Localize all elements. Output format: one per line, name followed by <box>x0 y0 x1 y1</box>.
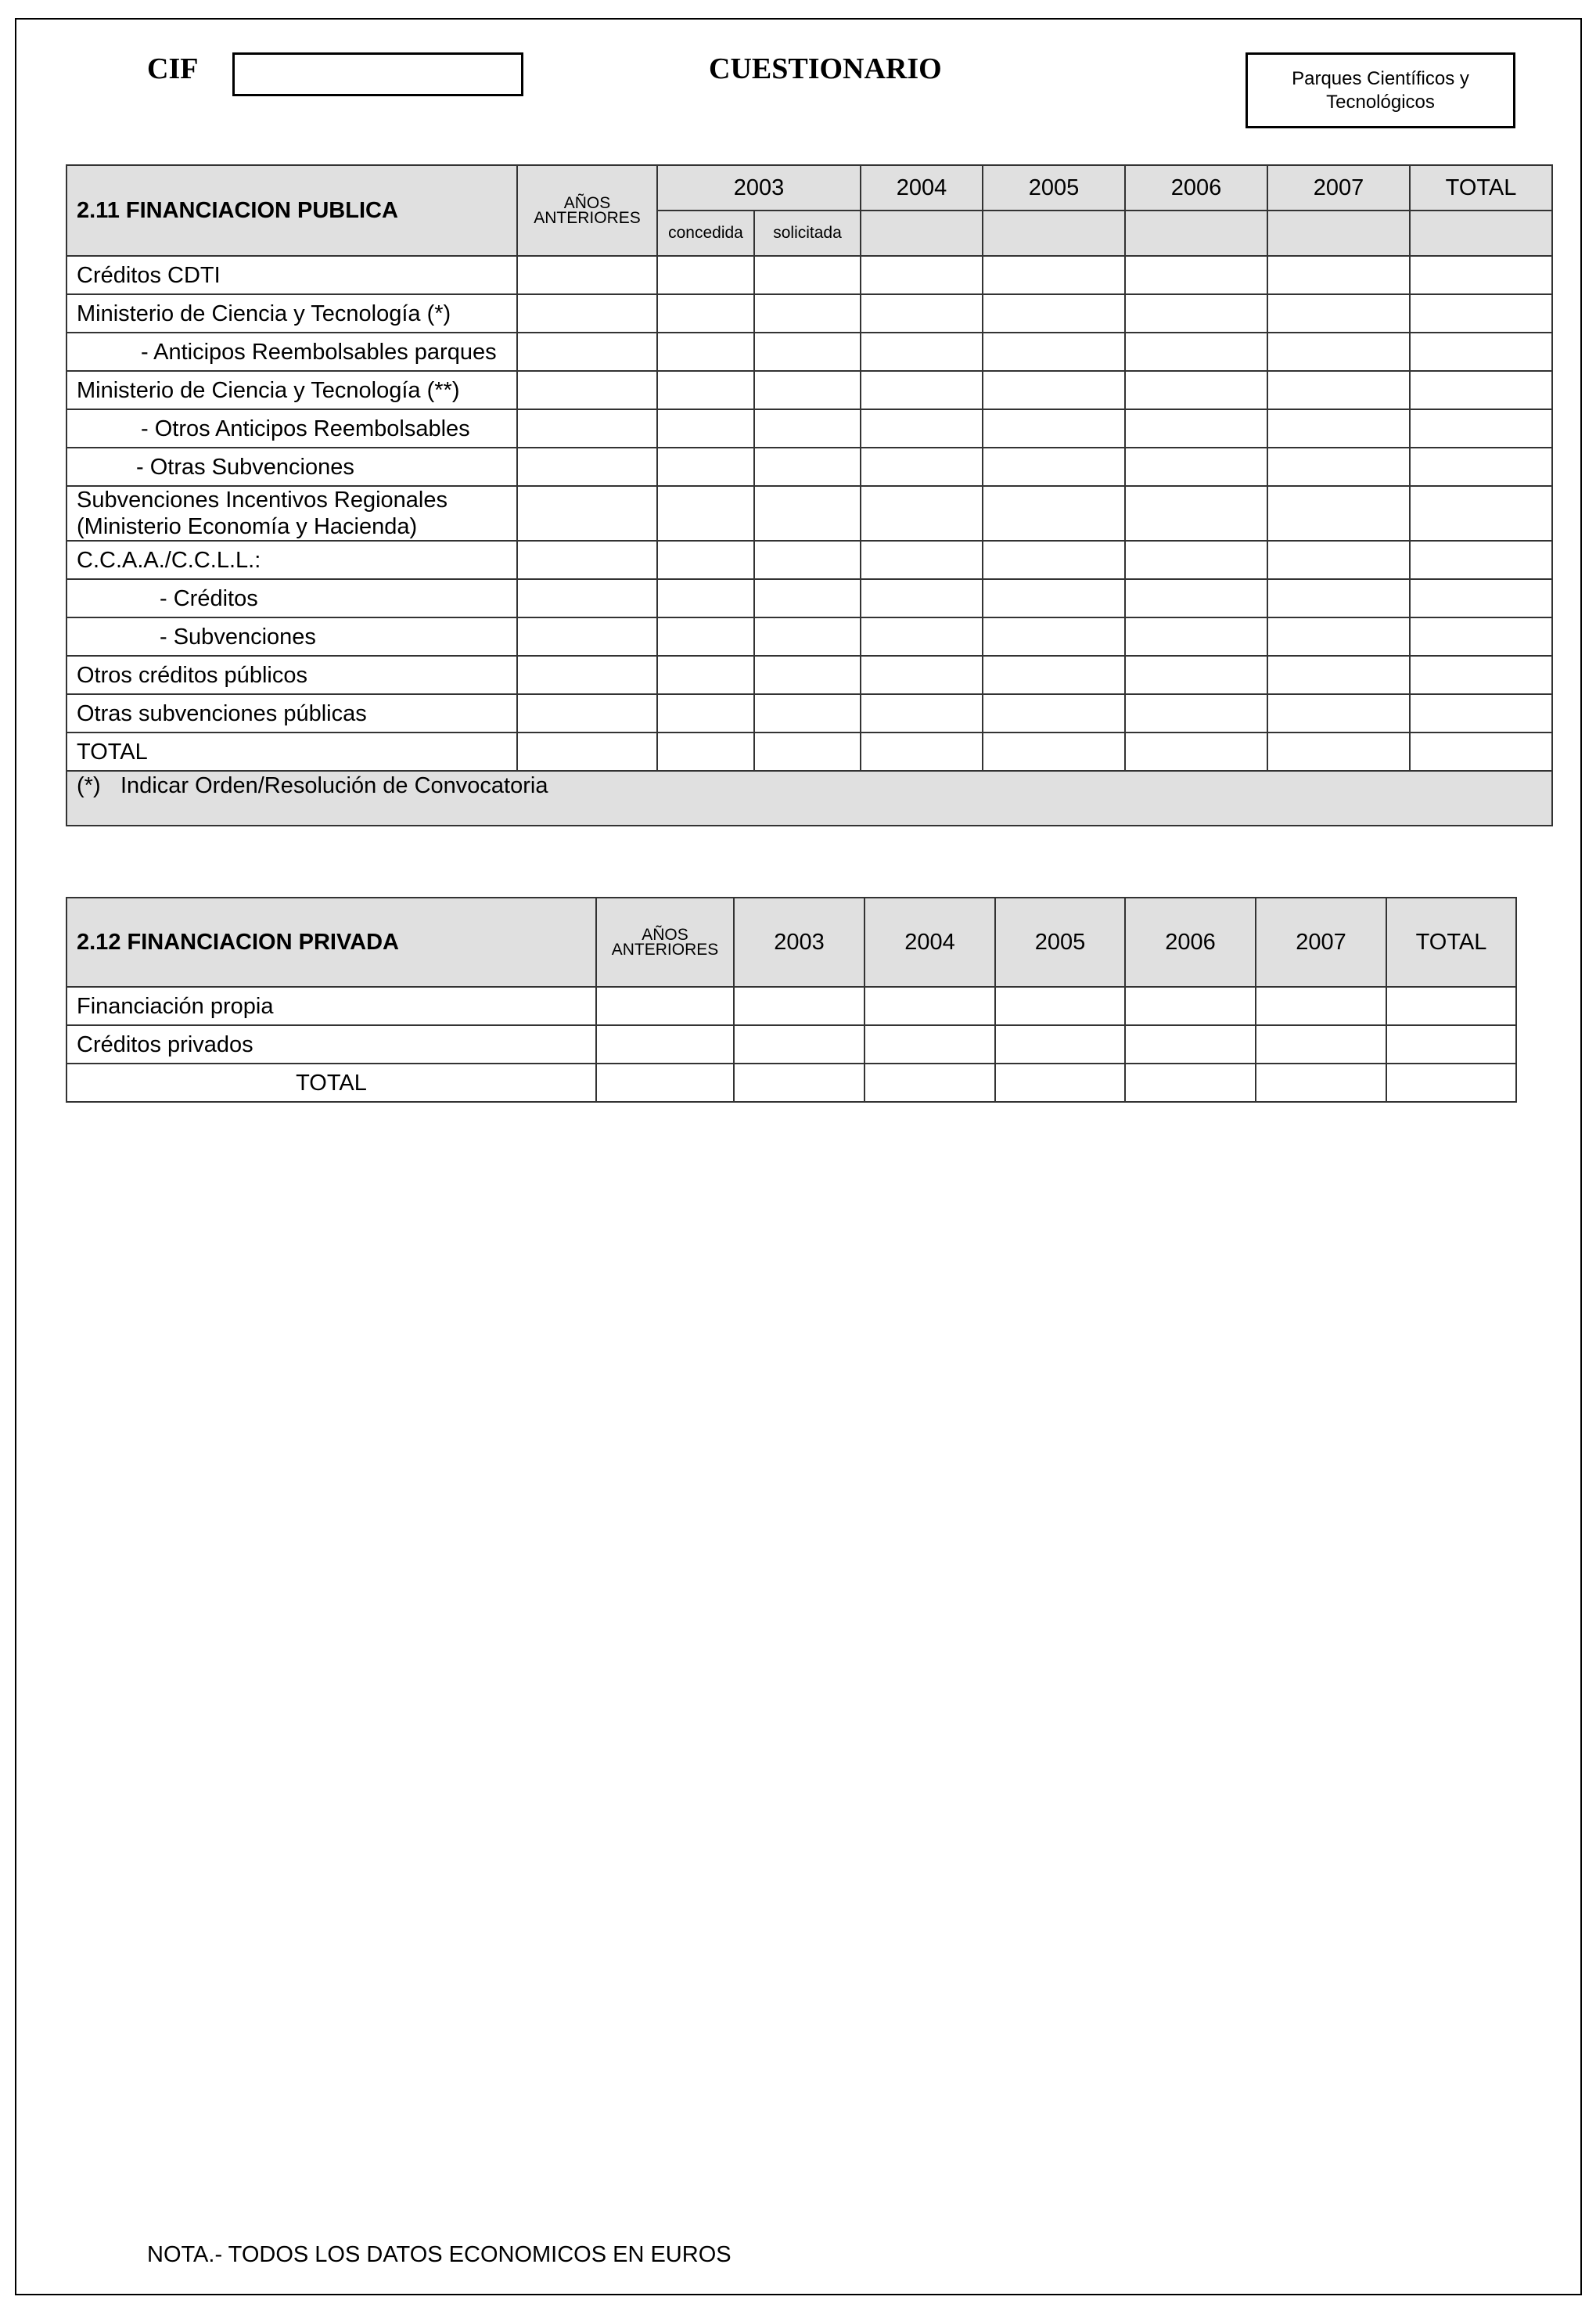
input-cell[interactable] <box>754 733 861 771</box>
input-cell[interactable] <box>657 256 754 294</box>
table-row <box>66 617 1552 656</box>
input-cell[interactable] <box>1125 1064 1256 1102</box>
input-cell[interactable] <box>983 617 1125 656</box>
input-cell[interactable] <box>1410 294 1552 333</box>
input-cell[interactable] <box>861 294 983 333</box>
input-cell[interactable] <box>657 486 754 541</box>
input-cell[interactable] <box>983 256 1125 294</box>
input-cell[interactable] <box>1410 256 1552 294</box>
year-header-2005: 2005 <box>983 165 1125 211</box>
row-label: Subvenciones Incentivos Regionales (Ministerio Economía y Hacienda) <box>66 486 517 541</box>
input-cell[interactable] <box>657 448 754 486</box>
input-cell[interactable] <box>517 656 657 694</box>
input-cell[interactable] <box>861 371 983 409</box>
header-cell <box>1125 211 1267 256</box>
input-cell[interactable] <box>1410 541 1552 579</box>
input-cell[interactable] <box>657 333 754 371</box>
input-cell[interactable] <box>983 579 1125 617</box>
input-cell[interactable] <box>983 656 1125 694</box>
input-cell[interactable] <box>657 733 754 771</box>
input-cell[interactable] <box>1410 617 1552 656</box>
input-cell[interactable] <box>1386 987 1516 1025</box>
public-financing-title: 2.11 FINANCIACION PUBLICA <box>66 165 517 256</box>
footnote-row <box>66 771 1552 826</box>
year-header-2007: 2007 <box>1267 165 1410 211</box>
input-cell[interactable] <box>1267 694 1410 733</box>
input-cell[interactable] <box>754 371 861 409</box>
year-header-2005: 2005 <box>995 898 1125 987</box>
input-cell[interactable] <box>1125 448 1267 486</box>
input-cell[interactable] <box>1125 733 1267 771</box>
input-cell[interactable] <box>1267 294 1410 333</box>
category-box <box>1246 52 1515 128</box>
year-header-2006: 2006 <box>1125 898 1256 987</box>
input-cell[interactable] <box>517 617 657 656</box>
input-cell[interactable] <box>517 733 657 771</box>
input-cell[interactable] <box>754 256 861 294</box>
table-row <box>66 1025 1516 1064</box>
input-cell[interactable] <box>995 987 1125 1025</box>
input-cell[interactable] <box>1125 656 1267 694</box>
header-cell <box>983 211 1125 256</box>
input-cell[interactable] <box>861 733 983 771</box>
row-label: C.C.A.A./C.C.L.L.: <box>66 541 517 579</box>
input-cell[interactable] <box>864 1025 995 1064</box>
input-cell[interactable] <box>1410 448 1552 486</box>
input-cell[interactable] <box>517 256 657 294</box>
input-cell[interactable] <box>754 541 861 579</box>
total-header: TOTAL <box>1386 898 1516 987</box>
input-cell[interactable] <box>983 371 1125 409</box>
table-row <box>66 256 1552 294</box>
input-cell[interactable] <box>861 409 983 448</box>
header-cell <box>861 211 983 256</box>
footnote-text: Indicar Orden/Resolución de Convocatoria <box>120 773 548 798</box>
input-cell[interactable] <box>754 486 861 541</box>
input-cell[interactable] <box>657 617 754 656</box>
input-cell[interactable] <box>1125 541 1267 579</box>
input-cell[interactable] <box>1125 409 1267 448</box>
row-label: Otras subvenciones públicas <box>66 694 517 733</box>
input-cell[interactable] <box>861 579 983 617</box>
table-row <box>66 733 1552 771</box>
input-cell[interactable] <box>1267 579 1410 617</box>
input-cell[interactable] <box>861 448 983 486</box>
input-cell[interactable] <box>1267 371 1410 409</box>
input-cell[interactable] <box>1410 409 1552 448</box>
input-cell[interactable] <box>1267 541 1410 579</box>
prior-years-header: AÑOS ANTERIORES <box>517 165 657 256</box>
total-header: TOTAL <box>1410 165 1552 211</box>
input-cell[interactable] <box>657 694 754 733</box>
input-cell[interactable] <box>861 617 983 656</box>
row-label: - Anticipos Reembolsables parques <box>66 333 517 371</box>
input-cell[interactable] <box>754 448 861 486</box>
row-label: Créditos CDTI <box>66 256 517 294</box>
input-cell[interactable] <box>861 486 983 541</box>
row-label: TOTAL <box>66 1064 596 1102</box>
input-cell[interactable] <box>983 541 1125 579</box>
row-label: Ministerio de Ciencia y Tecnología (**) <box>66 371 517 409</box>
header-cell <box>1267 211 1410 256</box>
input-cell[interactable] <box>657 409 754 448</box>
input-cell[interactable] <box>861 656 983 694</box>
input-cell[interactable] <box>1386 1064 1516 1102</box>
input-cell[interactable] <box>1410 733 1552 771</box>
footnote-mark: (*) <box>77 773 101 798</box>
input-cell[interactable] <box>517 371 657 409</box>
input-cell[interactable] <box>657 579 754 617</box>
input-cell[interactable] <box>517 541 657 579</box>
input-cell[interactable] <box>657 294 754 333</box>
input-cell[interactable] <box>754 294 861 333</box>
input-cell[interactable] <box>861 333 983 371</box>
input-cell[interactable] <box>734 987 864 1025</box>
input-cell[interactable] <box>1125 617 1267 656</box>
input-cell[interactable] <box>861 256 983 294</box>
table-row <box>66 294 1552 333</box>
input-cell[interactable] <box>517 409 657 448</box>
table-row <box>66 579 1552 617</box>
input-cell[interactable] <box>754 656 861 694</box>
prior-years-header: AÑOS ANTERIORES <box>596 898 734 987</box>
input-cell[interactable] <box>517 294 657 333</box>
input-cell[interactable] <box>517 448 657 486</box>
footnote-cell <box>66 771 1552 826</box>
input-cell[interactable] <box>864 1064 995 1102</box>
input-cell[interactable] <box>1410 579 1552 617</box>
row-label: - Otras Subvenciones <box>66 448 517 486</box>
document-title: CUESTIONARIO <box>709 52 942 85</box>
input-cell[interactable] <box>754 579 861 617</box>
input-cell[interactable] <box>596 1025 734 1064</box>
input-cell[interactable] <box>1410 694 1552 733</box>
year-header-2003: 2003 <box>657 165 861 211</box>
public-financing-table <box>66 164 1553 826</box>
input-cell[interactable] <box>517 333 657 371</box>
year-header-2004: 2004 <box>861 165 983 211</box>
input-cell[interactable] <box>1267 409 1410 448</box>
category-label: Parques Científicos y Tecnológicos <box>1292 67 1469 113</box>
input-cell[interactable] <box>754 333 861 371</box>
input-cell[interactable] <box>657 371 754 409</box>
table-row <box>66 486 1552 541</box>
table-row <box>66 371 1552 409</box>
input-cell[interactable] <box>1267 617 1410 656</box>
input-cell[interactable] <box>517 579 657 617</box>
table-row <box>66 987 1516 1025</box>
input-cell[interactable] <box>754 694 861 733</box>
input-cell[interactable] <box>1410 486 1552 541</box>
input-cell[interactable] <box>1125 294 1267 333</box>
input-cell[interactable] <box>1125 579 1267 617</box>
input-cell[interactable] <box>1267 733 1410 771</box>
table-row <box>66 1064 1516 1102</box>
input-cell[interactable] <box>983 694 1125 733</box>
input-cell[interactable] <box>734 1064 864 1102</box>
input-cell[interactable] <box>861 541 983 579</box>
input-cell[interactable] <box>983 409 1125 448</box>
input-cell[interactable] <box>596 1064 734 1102</box>
row-label: Financiación propia <box>66 987 596 1025</box>
input-cell[interactable] <box>754 617 861 656</box>
input-cell[interactable] <box>1267 256 1410 294</box>
year-header-2003: 2003 <box>734 898 864 987</box>
input-cell[interactable] <box>1125 1025 1256 1064</box>
input-cell[interactable] <box>754 409 861 448</box>
input-cell[interactable] <box>657 656 754 694</box>
granted-header: concedida <box>657 211 754 256</box>
input-cell[interactable] <box>517 694 657 733</box>
row-label: - Otros Anticipos Reembolsables <box>66 409 517 448</box>
input-cell[interactable] <box>1410 371 1552 409</box>
table-row <box>66 409 1552 448</box>
input-cell[interactable] <box>983 448 1125 486</box>
cif-label: CIF <box>147 52 199 85</box>
input-cell[interactable] <box>995 1064 1125 1102</box>
row-label: Ministerio de Ciencia y Tecnología (*) <box>66 294 517 333</box>
input-cell[interactable] <box>596 987 734 1025</box>
table-row <box>66 694 1552 733</box>
input-cell[interactable] <box>1125 256 1267 294</box>
input-cell[interactable] <box>1256 1064 1386 1102</box>
row-label: Otros créditos públicos <box>66 656 517 694</box>
input-cell[interactable] <box>983 294 1125 333</box>
requested-header: solicitada <box>754 211 861 256</box>
input-cell[interactable] <box>734 1025 864 1064</box>
input-cell[interactable] <box>995 1025 1125 1064</box>
input-cell[interactable] <box>1256 1025 1386 1064</box>
input-cell[interactable] <box>1267 448 1410 486</box>
input-cell[interactable] <box>1386 1025 1516 1064</box>
row-label: Créditos privados <box>66 1025 596 1064</box>
input-cell[interactable] <box>1256 987 1386 1025</box>
private-financing-title: 2.12 FINANCIACION PRIVADA <box>66 898 596 987</box>
year-header-2004: 2004 <box>864 898 995 987</box>
year-header-2007: 2007 <box>1256 898 1386 987</box>
cif-field[interactable] <box>232 52 523 96</box>
input-cell[interactable] <box>657 541 754 579</box>
input-cell[interactable] <box>1125 987 1256 1025</box>
input-cell[interactable] <box>1410 333 1552 371</box>
table-row <box>66 541 1552 579</box>
private-financing-table <box>66 897 1517 1103</box>
input-cell[interactable] <box>1125 371 1267 409</box>
input-cell[interactable] <box>1267 486 1410 541</box>
input-cell[interactable] <box>983 333 1125 371</box>
input-cell[interactable] <box>1125 486 1267 541</box>
input-cell[interactable] <box>861 694 983 733</box>
input-cell[interactable] <box>1410 656 1552 694</box>
table-row <box>66 333 1552 371</box>
footer-note: NOTA.- TODOS LOS DATOS ECONOMICOS EN EUROS <box>147 2242 732 2267</box>
row-label: - Subvenciones <box>66 617 517 656</box>
input-cell[interactable] <box>1267 333 1410 371</box>
input-cell[interactable] <box>1125 333 1267 371</box>
table-row <box>66 448 1552 486</box>
input-cell[interactable] <box>864 987 995 1025</box>
year-header-2006: 2006 <box>1125 165 1267 211</box>
header-cell <box>1410 211 1552 256</box>
input-cell[interactable] <box>983 733 1125 771</box>
input-cell[interactable] <box>1267 656 1410 694</box>
input-cell[interactable] <box>983 486 1125 541</box>
input-cell[interactable] <box>517 486 657 541</box>
row-label: TOTAL <box>66 733 517 771</box>
row-label: - Créditos <box>66 579 517 617</box>
table-row <box>66 656 1552 694</box>
input-cell[interactable] <box>1125 694 1267 733</box>
